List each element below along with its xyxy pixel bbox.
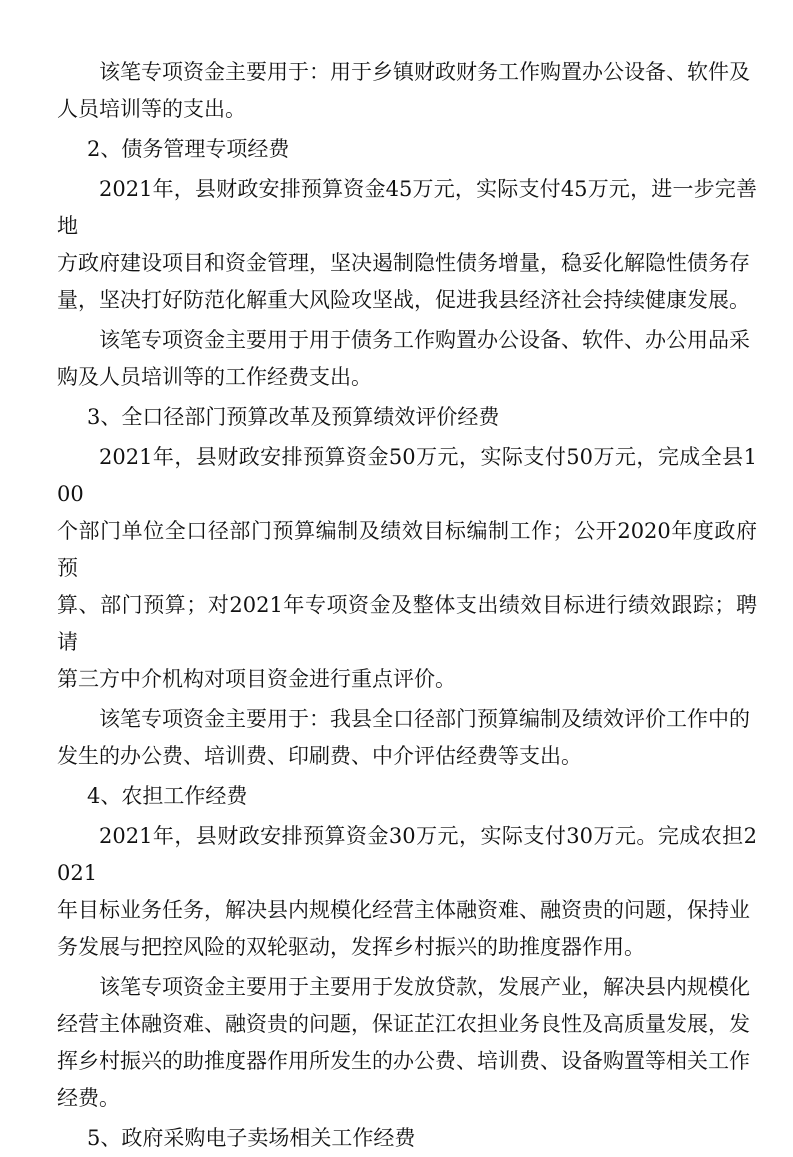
document-page [57,54,757,1157]
text-line: 人员培训等的支出。 [57,97,246,121]
paragraph-agri-guarantee-2021 [57,818,757,966]
section-heading-procurement-mall: 5、政府采购电子卖场相关工作经费 [87,1126,416,1150]
paragraph-budget-fund-usage [57,701,757,775]
text-line: 经费。 [57,1086,120,1110]
text-line: 方政府建设项目和资金管理，坚决遏制隐性债务增量，稳妥化解隐性债务存 [57,251,750,275]
text-line: 务发展与把控风险的双轮驱动，发挥乡村振兴的助推度器作用。 [57,935,645,959]
section-heading-agri-guarantee: 4、农担工作经费 [87,784,248,808]
section-heading-budget-reform: 3、全口径部门预算改革及预算绩效评价经费 [87,405,500,429]
text-line: 该笔专项资金主要用于用于债务工作购置办公设备、软件、办公用品采 [99,328,750,352]
paragraph-agri-fund-usage [57,969,757,1117]
text-line: 2021年，县财政安排预算资金45万元，实际支付45万元，进一步完善地 [57,177,757,238]
section-heading-debt-management: 2、债务管理专项经费 [87,137,290,161]
text-line: 第三方中介机构对项目资金进行重点评价。 [57,667,456,691]
text-line: 2021年，县财政安排预算资金30万元，实际支付30万元。完成农担2021 [57,824,757,885]
text-line: 该笔专项资金主要用于主要用于发放贷款，发展产业，解决县内规模化 [99,975,750,999]
paragraph-township-fund-usage [57,54,757,128]
text-line: 年目标业务任务，解决县内规模化经营主体融资难、融资贵的问题，保持业 [57,898,750,922]
text-line: 发生的办公费、培训费、印刷费、中介评估经费等支出。 [57,744,582,768]
text-line: 个部门单位全口径部门预算编制及绩效目标编制工作；公开2020年度政府预 [57,519,757,580]
text-line: 量，坚决打好防范化解重大风险攻坚战，促进我县经济社会持续健康发展。 [57,288,750,312]
text-line: 挥乡村振兴的助推度器作用所发生的办公费、培训费、设备购置等相关工作 [57,1049,750,1073]
paragraph-debt-fund-usage [57,322,757,396]
paragraph-debt-management-2021 [57,171,757,319]
text-line: 经营主体融资难、融资贵的问题，保证芷江农担业务良性及高质量发展，发 [57,1012,750,1036]
text-line: 购及人员培训等的工作经费支出。 [57,365,372,389]
paragraph-budget-reform-2021 [57,439,757,698]
text-line: 该笔专项资金主要用于：用于乡镇财政财务工作购置办公设备、软件及 [99,60,750,84]
text-line: 该笔专项资金主要用于：我县全口径部门预算编制及绩效评价工作中的 [99,707,750,731]
text-line: 2021年，县财政安排预算资金50万元，实际支付50万元，完成全县100 [57,445,757,506]
text-line: 算、部门预算；对2021年专项资金及整体支出绩效目标进行绩效跟踪；聘请 [57,593,757,654]
